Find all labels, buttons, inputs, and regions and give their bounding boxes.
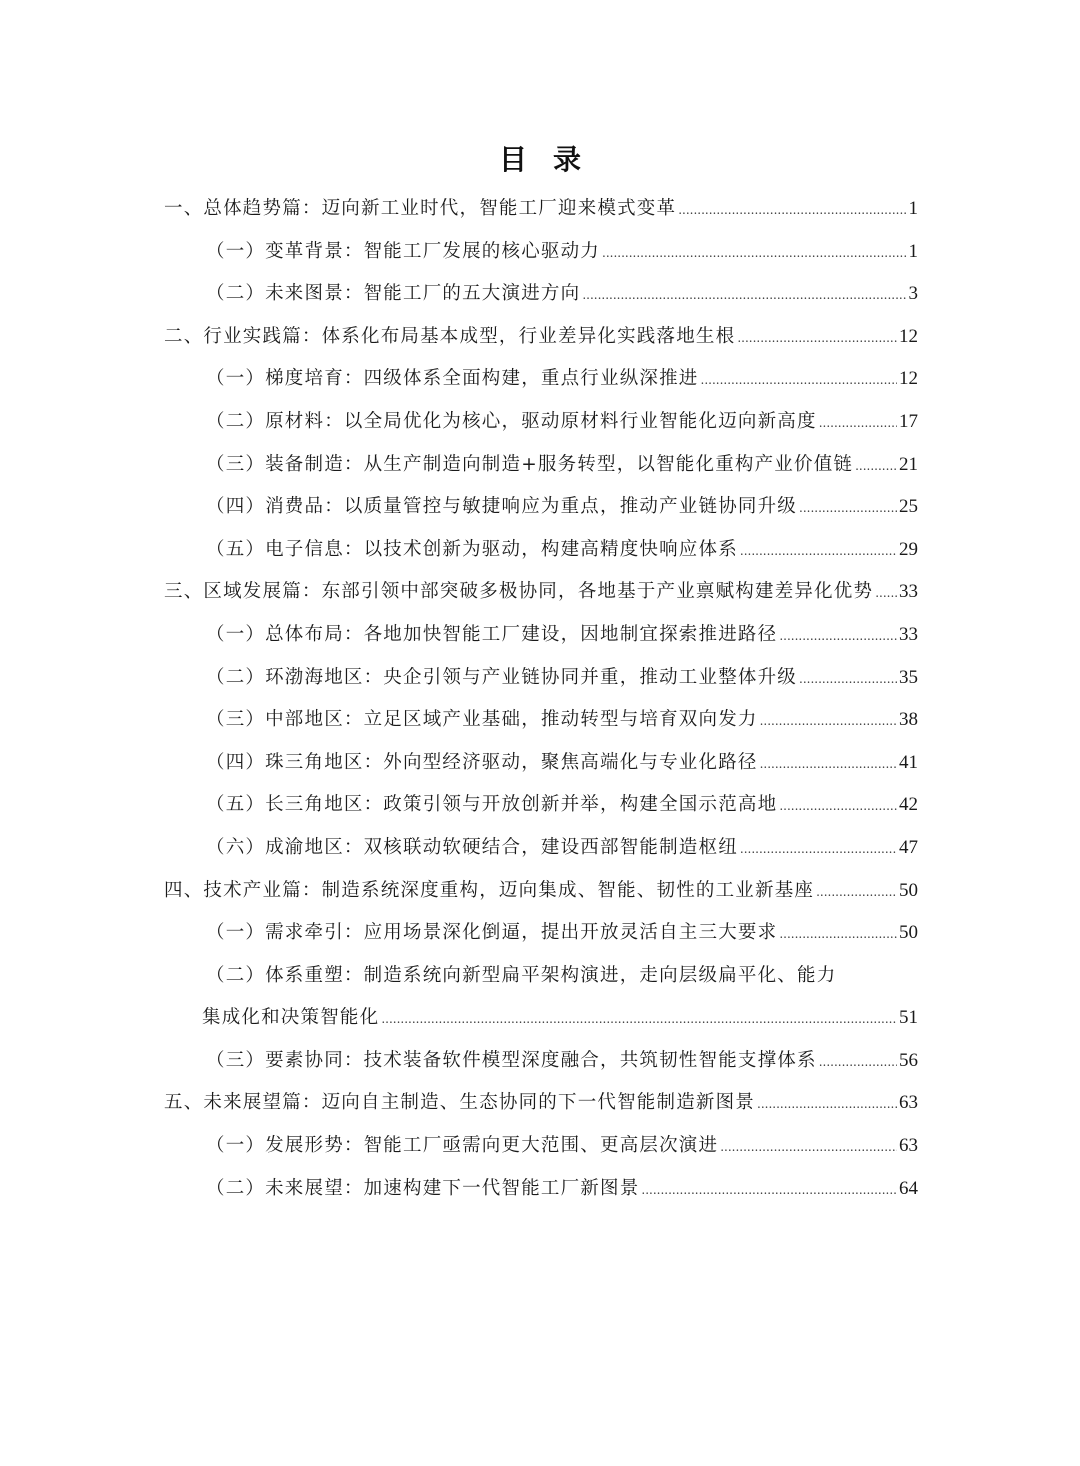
toc-page-number: 42 bbox=[899, 794, 918, 816]
dot-leader bbox=[779, 785, 897, 828]
dot-leader bbox=[779, 615, 897, 658]
toc-entry[interactable] bbox=[164, 273, 918, 316]
toc-entry-text: 二、行业实践篇：体系化布局基本成型，行业差异化实践落地生根 bbox=[164, 325, 736, 347]
toc-entry[interactable] bbox=[164, 1168, 918, 1211]
toc-page-number: 35 bbox=[899, 666, 918, 688]
toc-entry-text: （三）装备制造：从生产制造向制造+服务转型，以智能化重构产业价值链 bbox=[206, 453, 854, 475]
dot-leader bbox=[720, 1126, 897, 1169]
toc-page-number: 29 bbox=[899, 538, 918, 560]
toc-entry[interactable] bbox=[164, 614, 918, 657]
toc-entry[interactable] bbox=[164, 486, 918, 529]
dot-leader bbox=[678, 189, 906, 232]
page-title: 目录 bbox=[498, 143, 607, 176]
toc-page-number: 63 bbox=[899, 1092, 918, 1114]
toc-page-number: 64 bbox=[899, 1177, 918, 1199]
toc-entry-text: 五、未来展望篇：迈向自主制造、生态协同的下一代智能制造新图景 bbox=[164, 1092, 756, 1114]
toc-entry-text: （五）长三角地区：政策引领与开放创新并举，构建全国示范高地 bbox=[206, 794, 778, 816]
toc-entry-text: （二）未来图景：智能工厂的五大演进方向 bbox=[206, 283, 581, 305]
toc-entry-continuation[interactable] bbox=[164, 997, 918, 1040]
toc-page-number: 50 bbox=[899, 879, 918, 901]
toc-entry[interactable] bbox=[164, 529, 918, 572]
toc-entry[interactable] bbox=[164, 188, 918, 231]
dot-leader bbox=[641, 1169, 897, 1212]
toc-entry-text: （二）体系重塑：制造系统向新型扁平架构演进，走向层级扁平化、能力 bbox=[206, 964, 837, 986]
toc-entry[interactable] bbox=[164, 1040, 918, 1083]
dot-leader bbox=[855, 445, 897, 488]
dot-leader bbox=[819, 1041, 897, 1084]
toc-entry-text: （五）电子信息：以技术创新为驱动，构建高精度快响应体系 bbox=[206, 538, 738, 560]
toc-entry[interactable] bbox=[164, 827, 918, 870]
toc-entry[interactable] bbox=[164, 1082, 918, 1125]
toc-entry[interactable] bbox=[164, 699, 918, 742]
toc-page-number: 3 bbox=[908, 283, 918, 305]
toc-entry[interactable] bbox=[164, 657, 918, 700]
toc-entry-text: 一、总体趋势篇：迈向新工业时代，智能工厂迎来模式变革 bbox=[164, 198, 677, 219]
toc-page-number: 12 bbox=[899, 325, 918, 347]
toc-entry-text: （一）发展形势：智能工厂亟需向更大范围、更高层次演进 bbox=[206, 1135, 719, 1157]
dot-leader bbox=[760, 743, 897, 786]
toc-page-number: 25 bbox=[899, 496, 918, 518]
toc-entry[interactable] bbox=[164, 742, 918, 785]
toc-page-number: 21 bbox=[899, 453, 918, 475]
toc-entry[interactable] bbox=[164, 231, 918, 274]
toc-entry-text: （二）未来展望：加速构建下一代智能工厂新图景 bbox=[206, 1177, 640, 1199]
toc-page-number: 51 bbox=[899, 1007, 918, 1029]
dot-leader bbox=[381, 998, 897, 1041]
table-of-contents bbox=[164, 188, 918, 1210]
toc-entry-text: （三）要素协同：技术装备软件模型深度融合，共筑韧性智能支撑体系 bbox=[206, 1049, 817, 1071]
toc-entry-text-continued: 集成化和决策智能化 bbox=[202, 1007, 380, 1029]
toc-page-number: 1 bbox=[908, 198, 918, 219]
toc-entry-text: （一）需求牵引：应用场景深化倒逼，提出开放灵活自主三大要求 bbox=[206, 922, 778, 944]
dot-leader bbox=[875, 572, 897, 615]
toc-entry-text: （四）珠三角地区：外向型经济驱动，聚焦高端化与专业化路径 bbox=[206, 751, 758, 773]
toc-entry-text: （二）原材料：以全局优化为核心，驱动原材料行业智能化迈向新高度 bbox=[206, 410, 817, 432]
toc-entry-text: （一）总体布局：各地加快智能工厂建设，因地制宜探索推进路径 bbox=[206, 623, 778, 645]
dot-leader bbox=[757, 1083, 897, 1126]
toc-page-number: 1 bbox=[908, 240, 918, 262]
dot-leader bbox=[602, 232, 906, 275]
toc-page-number: 56 bbox=[899, 1049, 918, 1071]
toc-entry-text: （四）消费品：以质量管控与敏捷响应为重点，推动产业链协同升级 bbox=[206, 496, 798, 518]
toc-entry[interactable] bbox=[164, 870, 918, 913]
toc-entry-wrapped[interactable] bbox=[164, 955, 918, 998]
toc-page-number: 33 bbox=[899, 581, 918, 603]
toc-entry-text: （一）梯度培育：四级体系全面构建，重点行业纵深推进 bbox=[206, 368, 699, 390]
toc-entry[interactable] bbox=[164, 912, 918, 955]
dot-leader bbox=[819, 402, 897, 445]
toc-entry-text: （一）变革背景：智能工厂发展的核心驱动力 bbox=[206, 240, 601, 262]
toc-entry[interactable] bbox=[164, 1125, 918, 1168]
toc-entry-text: 三、区域发展篇：东部引领中部突破多极协同，各地基于产业禀赋构建差异化优势 bbox=[164, 581, 874, 603]
toc-page-number: 63 bbox=[899, 1135, 918, 1157]
toc-page-number: 33 bbox=[899, 623, 918, 645]
dot-leader bbox=[740, 828, 897, 871]
dot-leader bbox=[799, 658, 897, 701]
toc-page-number: 41 bbox=[899, 751, 918, 773]
toc-page-number: 38 bbox=[899, 709, 918, 731]
dot-leader bbox=[701, 359, 897, 402]
toc-page-number: 47 bbox=[899, 836, 918, 858]
dot-leader bbox=[760, 700, 897, 743]
toc-entry[interactable] bbox=[164, 571, 918, 614]
toc-page-number: 12 bbox=[899, 368, 918, 390]
dot-leader bbox=[779, 913, 897, 956]
toc-entry-text: 四、技术产业篇：制造系统深度重构，迈向集成、智能、韧性的工业新基座 bbox=[164, 879, 815, 901]
dot-leader bbox=[582, 274, 906, 317]
toc-entry[interactable] bbox=[164, 316, 918, 359]
toc-entry[interactable] bbox=[164, 401, 918, 444]
toc-entry-text: （二）环渤海地区：央企引领与产业链协同并重，推动工业整体升级 bbox=[206, 666, 798, 688]
dot-leader bbox=[740, 530, 897, 573]
toc-entry[interactable] bbox=[164, 358, 918, 401]
toc-entry[interactable] bbox=[164, 444, 918, 487]
dot-leader bbox=[816, 871, 897, 914]
toc-entry-text: （六）成渝地区：双核联动软硬结合，建设西部智能制造枢纽 bbox=[206, 836, 738, 858]
dot-leader bbox=[799, 487, 897, 530]
dot-leader bbox=[737, 317, 897, 360]
toc-entry-text: （三）中部地区：立足区域产业基础，推动转型与培育双向发力 bbox=[206, 709, 758, 731]
toc-entry[interactable] bbox=[164, 784, 918, 827]
toc-page-number: 17 bbox=[899, 410, 918, 432]
toc-page-number: 50 bbox=[899, 922, 918, 944]
